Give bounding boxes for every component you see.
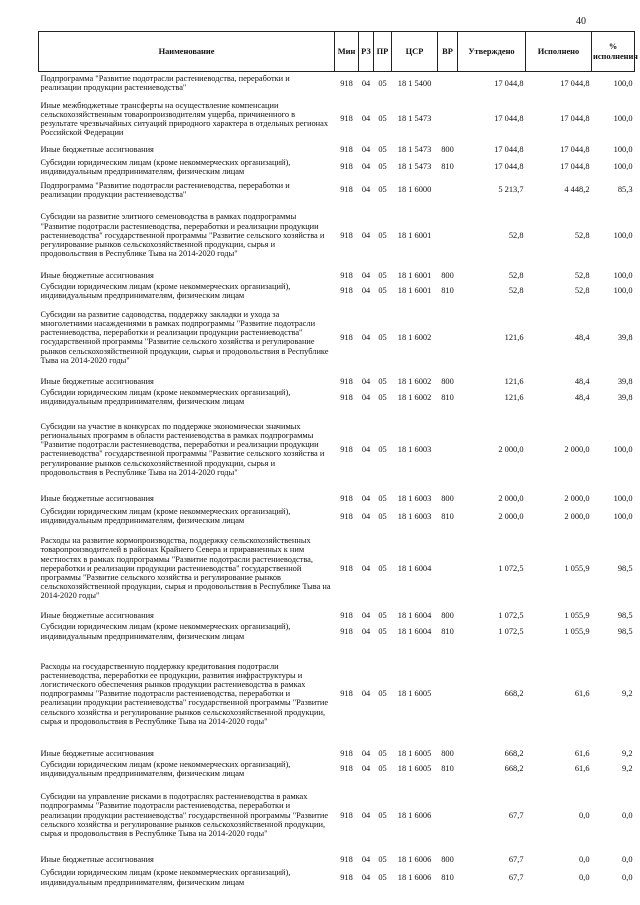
cell-min: 918 bbox=[340, 376, 353, 386]
cell-executed: 0,0 bbox=[579, 873, 590, 883]
cell-executed: 52,8 bbox=[574, 286, 590, 296]
page-number: 40 bbox=[576, 16, 586, 27]
cell-name: Субсидии юридическим лицам (кроме некоммерческих организаций), индивидуальным предпринимателям, физическим лицам bbox=[40, 281, 291, 300]
cell-name: Субсидии юридическим лицам (кроме некоммерческих организаций), индивидуальным предпринимателям, физическим лицам bbox=[40, 622, 291, 641]
cell-executed: 17 044,8 bbox=[560, 144, 590, 154]
cell-executed: 61,6 bbox=[574, 764, 590, 774]
table-row bbox=[39, 72, 635, 95]
header-name: Наименование bbox=[39, 32, 335, 72]
cell-pr: 05 bbox=[378, 810, 387, 820]
cell-percent: 100,0 bbox=[613, 444, 633, 454]
cell-pr: 05 bbox=[378, 392, 387, 402]
cell-name: Иные бюджетные ассигнования bbox=[40, 748, 154, 758]
cell-percent: 100,0 bbox=[613, 144, 633, 154]
cell-executed: 17 044,8 bbox=[560, 114, 590, 124]
cell-percent: 9,2 bbox=[622, 748, 633, 758]
cell-csr: 18 1 6006 bbox=[397, 854, 432, 864]
cell-min: 918 bbox=[340, 286, 353, 296]
cell-percent: 0,0 bbox=[622, 873, 633, 883]
cell-executed: 17 044,8 bbox=[560, 162, 590, 172]
cell-name: Расходы на развитие кормопроизводства, поддержку сельскохозяйственных товаропроизводителей в районах Крайнего Севера и приравненных к ним местностях в рамках подпрограммы "Развитие подотрасли растениеводства, переработки и реализации продукции растениеводства" государственной программы "Развитие сельского хозяйства и регулирование рынков сельскохозяйственной продукции, сырья и продовольствия в Республике Тыва на 2014-2020 годы" bbox=[40, 536, 331, 601]
cell-name: Иные бюджетные ассигнования bbox=[40, 270, 154, 280]
cell-vr bbox=[438, 300, 458, 375]
cell-csr: 18 1 6006 bbox=[397, 873, 432, 883]
cell-approved: 17 044,8 bbox=[494, 78, 524, 88]
cell-approved: 67,7 bbox=[508, 854, 524, 864]
table-row bbox=[39, 179, 635, 202]
table-row bbox=[39, 144, 635, 156]
cell-csr: 18 1 6005 bbox=[397, 748, 432, 758]
table-row bbox=[39, 95, 635, 144]
cell-csr: 18 1 6005 bbox=[397, 689, 432, 699]
cell-csr: 18 1 5473 bbox=[397, 162, 432, 172]
cell-vr bbox=[438, 778, 458, 852]
cell-percent: 39,8 bbox=[617, 376, 633, 386]
cell-name: Расходы на государственную поддержку кредитования подотрасли растениеводства, переработки ее продукции, развития инфраструктуры и логистического обеспечения рынков продукции растениеводства в рамках подпрограммы "Развитие подотрасли растениеводства, переработки и реализации продукции растениеводства" государственной программы "Развитие сельского хозяйства и регулирование рынков сельскохозяйственной продукции, сырья и продовольствия в Республике Тыва на 2014-2020 годы" bbox=[40, 661, 329, 726]
cell-name: Иные межбюджетные трансферты на осуществление компенсации сельскохозяйственным товаропроизводителям ущерба, причиненного в результате чрезвычайных ситуаций природного характера в отдельных регионах Российской Федерации bbox=[40, 100, 329, 138]
cell-vr: 800 bbox=[441, 144, 454, 154]
cell-csr: 18 1 6004 bbox=[397, 626, 432, 636]
cell-pr: 05 bbox=[378, 114, 387, 124]
table-row bbox=[39, 852, 635, 866]
cell-csr: 18 1 6003 bbox=[397, 444, 432, 454]
cell-executed: 1 055,9 bbox=[564, 563, 590, 573]
cell-executed: 0,0 bbox=[579, 854, 590, 864]
header-percent: % исполнения bbox=[592, 32, 635, 72]
cell-rz: 04 bbox=[361, 611, 371, 621]
cell-csr: 18 1 6005 bbox=[397, 764, 432, 774]
cell-min: 918 bbox=[340, 563, 353, 573]
cell-csr: 18 1 6001 bbox=[397, 286, 432, 296]
cell-pr: 05 bbox=[378, 444, 387, 454]
cell-name: Субсидии на развитие элитного семеноводства в рамках подпрограммы "Развитие подотрасли растениеводства, переработки и реализации продукции растениеводства" государственной программы "Развитие сельского хозяйства и регулирование рынков сельскохозяйственной продукции, сырья и продовольствия в Республике Тыва на 2014-2020 годы" bbox=[40, 212, 325, 259]
cell-vr: 800 bbox=[441, 611, 454, 621]
cell-min: 918 bbox=[340, 764, 353, 774]
cell-executed: 61,6 bbox=[574, 689, 590, 699]
header-pr: ПР bbox=[374, 32, 392, 72]
cell-rz: 04 bbox=[361, 185, 371, 195]
cell-approved: 17 044,8 bbox=[494, 144, 524, 154]
cell-approved: 121,6 bbox=[504, 376, 524, 386]
cell-approved: 17 044,8 bbox=[494, 114, 524, 124]
cell-pr: 05 bbox=[378, 270, 387, 280]
cell-rz: 04 bbox=[361, 873, 371, 883]
cell-name: Субсидии на управление рисками в подотраслях растениеводства в рамках подпрограммы "Развитие подотрасли растениеводства, переработки и реализации продукции растениеводства" государственной программы "Развитие сельского хозяйства и регулирование рынков сельскохозяйственной продукции, сырья и продовольствия в Республике Тыва на 2014-2020 годы" bbox=[40, 792, 329, 838]
cell-vr: 810 bbox=[441, 392, 454, 402]
cell-approved: 668,2 bbox=[504, 764, 524, 774]
cell-pr: 05 bbox=[378, 376, 387, 386]
cell-vr bbox=[438, 202, 458, 270]
cell-name: Субсидии юридическим лицам (кроме некоммерческих организаций), индивидуальным предпринимателям, физическим лицам bbox=[40, 157, 291, 176]
table-row bbox=[39, 202, 635, 270]
cell-vr bbox=[438, 95, 458, 144]
table-row bbox=[39, 505, 635, 527]
cell-min: 918 bbox=[340, 270, 353, 280]
cell-percent: 39,8 bbox=[617, 392, 633, 402]
cell-executed: 4 448,2 bbox=[564, 185, 590, 195]
cell-min: 918 bbox=[340, 162, 353, 172]
cell-executed: 0,0 bbox=[579, 810, 590, 820]
table-row bbox=[39, 375, 635, 388]
table-row bbox=[39, 527, 635, 609]
cell-approved: 668,2 bbox=[504, 689, 524, 699]
cell-rz: 04 bbox=[361, 494, 371, 504]
cell-csr: 18 1 6001 bbox=[397, 230, 432, 240]
cell-approved: 2 000,0 bbox=[498, 444, 524, 454]
cell-csr: 18 1 6001 bbox=[397, 270, 432, 280]
cell-percent: 100,0 bbox=[613, 230, 633, 240]
cell-approved: 121,6 bbox=[504, 392, 524, 402]
cell-approved: 52,8 bbox=[508, 230, 524, 240]
cell-min: 918 bbox=[340, 511, 353, 521]
cell-rz: 04 bbox=[361, 563, 371, 573]
cell-name: Иные бюджетные ассигнования bbox=[40, 144, 154, 154]
cell-vr bbox=[438, 72, 458, 95]
table-row bbox=[39, 641, 635, 747]
cell-pr: 05 bbox=[378, 748, 387, 758]
cell-approved: 121,6 bbox=[504, 332, 524, 342]
cell-pr: 05 bbox=[378, 332, 387, 342]
cell-vr: 800 bbox=[441, 270, 454, 280]
table-row bbox=[39, 760, 635, 778]
cell-name: Субсидии юридическим лицам (кроме некоммерческих организаций), индивидуальным предпринимателям, физическим лицам bbox=[40, 868, 291, 887]
cell-vr: 810 bbox=[441, 764, 454, 774]
cell-approved: 2 000,0 bbox=[498, 511, 524, 521]
cell-executed: 2 000,0 bbox=[564, 511, 590, 521]
cell-rz: 04 bbox=[361, 230, 371, 240]
table-header-row bbox=[39, 32, 635, 72]
cell-approved: 1 072,5 bbox=[498, 626, 524, 636]
cell-pr: 05 bbox=[378, 185, 387, 195]
table-row bbox=[39, 492, 635, 505]
cell-percent: 100,0 bbox=[613, 286, 633, 296]
cell-min: 918 bbox=[340, 748, 353, 758]
cell-csr: 18 1 6004 bbox=[397, 611, 432, 621]
cell-min: 918 bbox=[340, 114, 353, 124]
cell-executed: 17 044,8 bbox=[560, 78, 590, 88]
cell-csr: 18 1 6003 bbox=[397, 494, 432, 504]
cell-min: 918 bbox=[340, 494, 353, 504]
cell-executed: 52,8 bbox=[574, 270, 590, 280]
table-row bbox=[39, 622, 635, 640]
cell-executed: 61,6 bbox=[574, 748, 590, 758]
cell-percent: 98,5 bbox=[617, 563, 633, 573]
cell-name: Подпрограмма "Развитие подотрасли растениеводства, переработки и реализации продукции растениеводства" bbox=[40, 74, 290, 93]
cell-pr: 05 bbox=[378, 626, 387, 636]
cell-vr bbox=[438, 179, 458, 202]
cell-name: Субсидии юридическим лицам (кроме некоммерческих организаций), индивидуальным предпринимателям, физическим лицам bbox=[40, 507, 291, 526]
cell-vr: 810 bbox=[441, 286, 454, 296]
cell-pr: 05 bbox=[378, 78, 387, 88]
cell-pr: 05 bbox=[378, 689, 387, 699]
cell-vr: 810 bbox=[441, 162, 454, 172]
cell-rz: 04 bbox=[361, 810, 371, 820]
cell-vr: 810 bbox=[441, 626, 454, 636]
cell-pr: 05 bbox=[378, 511, 387, 521]
table-row bbox=[39, 300, 635, 375]
cell-approved: 17 044,8 bbox=[494, 162, 524, 172]
cell-rz: 04 bbox=[361, 286, 371, 296]
cell-percent: 100,0 bbox=[613, 270, 633, 280]
table-row bbox=[39, 866, 635, 889]
cell-min: 918 bbox=[340, 185, 353, 195]
table-row bbox=[39, 156, 635, 179]
cell-approved: 52,8 bbox=[508, 286, 524, 296]
cell-approved: 1 072,5 bbox=[498, 611, 524, 621]
cell-vr: 800 bbox=[441, 748, 454, 758]
cell-executed: 1 055,9 bbox=[564, 611, 590, 621]
cell-rz: 04 bbox=[361, 376, 371, 386]
cell-min: 918 bbox=[340, 626, 353, 636]
cell-rz: 04 bbox=[361, 332, 371, 342]
cell-min: 918 bbox=[340, 873, 353, 883]
cell-percent: 100,0 bbox=[613, 162, 633, 172]
cell-csr: 18 1 5400 bbox=[397, 78, 432, 88]
cell-name: Иные бюджетные ассигнования bbox=[40, 854, 154, 864]
table-row bbox=[39, 747, 635, 760]
cell-vr: 800 bbox=[441, 494, 454, 504]
budget-table bbox=[38, 31, 638, 889]
cell-rz: 04 bbox=[361, 114, 371, 124]
cell-executed: 48,4 bbox=[574, 392, 590, 402]
table-row bbox=[39, 406, 635, 492]
cell-approved: 668,2 bbox=[504, 748, 524, 758]
cell-percent: 0,0 bbox=[622, 810, 633, 820]
cell-rz: 04 bbox=[361, 162, 371, 172]
cell-percent: 98,5 bbox=[617, 611, 633, 621]
cell-vr: 800 bbox=[441, 854, 454, 864]
cell-name: Субсидии юридическим лицам (кроме некоммерческих организаций), индивидуальным предпринимателям, физическим лицам bbox=[40, 387, 291, 407]
cell-pr: 05 bbox=[378, 230, 387, 240]
cell-min: 918 bbox=[340, 144, 353, 154]
cell-csr: 18 1 5473 bbox=[397, 114, 432, 124]
header-approved: Утверждено bbox=[458, 32, 526, 72]
cell-rz: 04 bbox=[361, 689, 371, 699]
cell-approved: 5 213,7 bbox=[498, 185, 524, 195]
cell-rz: 04 bbox=[361, 626, 371, 636]
cell-pr: 05 bbox=[378, 144, 387, 154]
cell-vr: 810 bbox=[441, 511, 454, 521]
table-row bbox=[39, 778, 635, 852]
cell-pr: 05 bbox=[378, 494, 387, 504]
cell-vr: 810 bbox=[441, 873, 454, 883]
cell-csr: 18 1 6002 bbox=[397, 392, 432, 402]
cell-min: 918 bbox=[340, 611, 353, 621]
cell-pr: 05 bbox=[378, 563, 387, 573]
cell-pr: 05 bbox=[378, 873, 387, 883]
header-rz: РЗ bbox=[359, 32, 374, 72]
cell-rz: 04 bbox=[361, 444, 371, 454]
cell-min: 918 bbox=[340, 444, 353, 454]
cell-rz: 04 bbox=[361, 392, 371, 402]
cell-csr: 18 1 6002 bbox=[397, 332, 432, 342]
cell-percent: 9,2 bbox=[622, 689, 633, 699]
cell-executed: 48,4 bbox=[574, 376, 590, 386]
cell-pr: 05 bbox=[378, 611, 387, 621]
cell-approved: 1 072,5 bbox=[498, 563, 524, 573]
cell-percent: 98,5 bbox=[617, 626, 633, 636]
cell-rz: 04 bbox=[361, 748, 371, 758]
cell-rz: 04 bbox=[361, 854, 371, 864]
cell-executed: 2 000,0 bbox=[564, 494, 590, 504]
cell-percent: 100,0 bbox=[613, 114, 633, 124]
cell-rz: 04 bbox=[361, 764, 371, 774]
cell-min: 918 bbox=[340, 332, 353, 342]
cell-min: 918 bbox=[340, 689, 353, 699]
header-csr: ЦСР bbox=[392, 32, 438, 72]
cell-approved: 67,7 bbox=[508, 873, 524, 883]
table-row bbox=[39, 388, 635, 406]
cell-pr: 05 bbox=[378, 764, 387, 774]
cell-min: 918 bbox=[340, 854, 353, 864]
cell-vr bbox=[438, 527, 458, 609]
cell-min: 918 bbox=[340, 78, 353, 88]
cell-rz: 04 bbox=[361, 78, 371, 88]
header-vr: ВР bbox=[438, 32, 458, 72]
cell-executed: 2 000,0 bbox=[564, 444, 590, 454]
cell-min: 918 bbox=[340, 230, 353, 240]
cell-approved: 52,8 bbox=[508, 270, 524, 280]
cell-pr: 05 bbox=[378, 286, 387, 296]
cell-vr: 800 bbox=[441, 376, 454, 386]
cell-percent: 100,0 bbox=[613, 511, 633, 521]
cell-rz: 04 bbox=[361, 144, 371, 154]
cell-csr: 18 1 6000 bbox=[397, 185, 432, 195]
cell-csr: 18 1 6006 bbox=[397, 810, 432, 820]
cell-csr: 18 1 6003 bbox=[397, 511, 432, 521]
cell-executed: 52,8 bbox=[574, 230, 590, 240]
cell-percent: 100,0 bbox=[613, 494, 633, 504]
cell-name: Субсидии юридическим лицам (кроме некоммерческих организаций), индивидуальным предпринимателям, физическим лицам bbox=[40, 759, 291, 778]
cell-rz: 04 bbox=[361, 270, 371, 280]
cell-name: Субсидии на развитие садоводства, поддержку закладки и ухода за многолетними насаждениями в рамках подпрограммы "Развитие подотрасли растениеводства, переработки и реализации продукции растениеводства" государственной программы "Развитие сельского хозяйства и регулирование рынков сельскохозяйственной продукции, сырья и продовольствия в Республике Тыва на 2014-2020 годы" bbox=[40, 309, 329, 365]
cell-percent: 85,3 bbox=[617, 185, 633, 195]
header-executed: Исполнено bbox=[526, 32, 592, 72]
cell-csr: 18 1 5473 bbox=[397, 144, 432, 154]
cell-percent: 9,2 bbox=[622, 764, 633, 774]
cell-percent: 39,8 bbox=[617, 332, 633, 342]
cell-name: Субсидии на участие в конкурсах по поддержке экономически значимых региональных программ в области растениеводства в рамках подпрограммы "Развитие подотрасли растениеводства, переработки и реализации продукции растениеводства" государственной программы "Развитие сельского хозяйства и регулирование рынков сельскохозяйственной продукции, сырья и продовольствия в Республике Тыва на 2014-2020 годы" bbox=[40, 421, 325, 477]
cell-pr: 05 bbox=[378, 854, 387, 864]
cell-name: Иные бюджетные ассигнования bbox=[40, 494, 154, 504]
cell-approved: 2 000,0 bbox=[498, 494, 524, 504]
cell-pr: 05 bbox=[378, 162, 387, 172]
cell-approved: 67,7 bbox=[508, 810, 524, 820]
cell-percent: 100,0 bbox=[613, 78, 633, 88]
table-row bbox=[39, 609, 635, 622]
cell-name: Подпрограмма "Развитие подотрасли растениеводства, переработки и реализации продукции растениеводства" bbox=[40, 180, 290, 199]
cell-vr bbox=[438, 641, 458, 747]
cell-min: 918 bbox=[340, 392, 353, 402]
cell-rz: 04 bbox=[361, 511, 371, 521]
cell-percent: 0,0 bbox=[622, 854, 633, 864]
cell-csr: 18 1 6004 bbox=[397, 563, 432, 573]
cell-name: Иные бюджетные ассигнования bbox=[40, 611, 154, 621]
cell-csr: 18 1 6002 bbox=[397, 376, 432, 386]
cell-executed: 48,4 bbox=[574, 332, 590, 342]
cell-vr bbox=[438, 406, 458, 492]
cell-executed: 1 055,9 bbox=[564, 626, 590, 636]
cell-name: Иные бюджетные ассигнования bbox=[40, 376, 154, 386]
cell-min: 918 bbox=[340, 810, 353, 820]
header-min: Мин bbox=[335, 32, 359, 72]
table-row bbox=[39, 270, 635, 282]
table-row bbox=[39, 282, 635, 300]
